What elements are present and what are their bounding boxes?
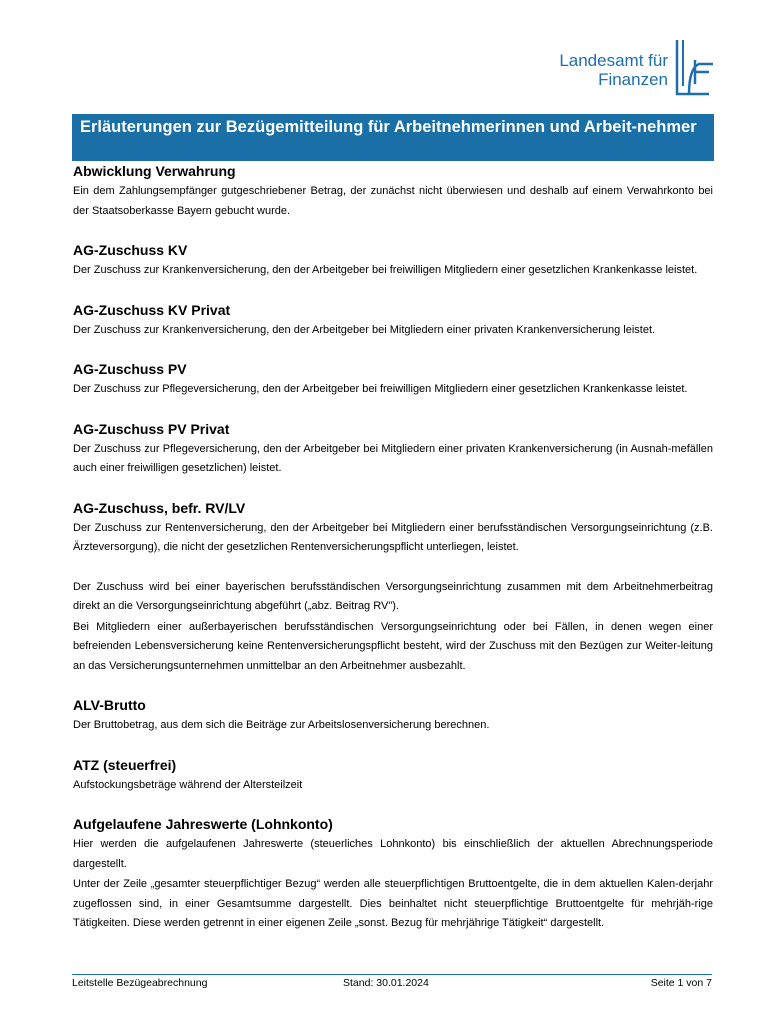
logo-line-2: Finanzen [598,70,668,89]
section-heading: ATZ (steuerfrei) [73,756,177,773]
footer-page-number: Seite 1 von 7 [650,977,712,989]
section-heading: AG-Zuschuss PV [73,361,187,377]
footer-department: Leitstelle Bezügeabrechnung [72,977,208,989]
section-heading: Aufgelaufene Jahreswerte (Lohnkonto) [73,816,333,832]
section-heading: AG-Zuschuss KV [73,242,188,258]
section-ag-zuschuss-befr-rv-lv [73,499,713,677]
section-heading: AG-Zuschuss KV Privat [73,301,231,318]
section-text: Unter der Zeile „gesamter steuerpflichtiger Bezug“ werden alle steuerpflichtigen Bruttoentgelte, die in dem aktuellen Kalen-derjahr zugeflossen sind, in einer Gesamtsumme dargestellt. Dies beinhaltet nicht steuerpflichtige Bruttoentgelte für mehrjäh-rige Tätigkeiten. Diese werden getrennt in einer eigenen Zeile „sonst. Bezug für mehrjährige Tätigkeit“ dargestellt. [73,878,713,929]
section-atz-steuerfrei [73,756,713,796]
section-ag-zuschuss-pv [73,360,713,400]
lff-logo-icon [669,36,715,100]
section-text: Ein dem Zahlungsempfänger gutgeschriebener Betrag, der zunächst nicht überwiesen und deshalb auf einem Verwahrkonto bei der Staatsoberkasse Bayern gebucht wurde. [73,185,713,217]
section-text: Aufstockungsbeträge während der Altersteilzeit [73,778,303,791]
section-text: Der Zuschuss zur Pflegeversicherung, den der Arbeitgeber bei Mitgliedern einer privaten Krankenversicherung (in Ausnah-mefällen auch einer freiwilligen gesetzlichen) leistet. [73,442,713,474]
section-abwicklung-verwahrung [73,162,713,221]
section-ag-zuschuss-pv-privat [73,420,713,479]
section-text: Der Bruttobetrag, aus dem sich die Beiträge zur Arbeitslosenversicherung berechnen. [73,719,490,731]
logo-line-1: Landesamt für [559,51,668,70]
logo-wordmark [556,51,668,89]
section-text: Bei Mitgliedern einer außerbayerischen berufsständischen Versorgungseinrichtung oder bei Fällen, in denen wegen einer befreienden Lebensversicherung keine Rentenversicherungspflicht besteht, wird der Zuschuss mit den Bezügen zur Weiter-leitung an das Versicherungsunternehmen unmittelbar an den Arbeitnehmer ausbezahlt. [73,620,713,672]
section-text: Der Zuschuss zur Pflegeversicherung, den der Arbeitgeber bei freiwilligen Mitgliedern einer gesetzlichen Krankenkasse leistet. [73,383,688,395]
section-aufgelaufene-jahreswerte [73,815,713,934]
lff-logo [556,36,716,100]
section-ag-zuschuss-kv [73,241,713,281]
section-alv-brutto [73,696,713,736]
section-text: Der Zuschuss zur Krankenversicherung, den der Arbeitgeber bei freiwilligen Mitgliedern einer gesetzlichen Krankenkasse leistet. [73,264,698,276]
section-text: Der Zuschuss zur Krankenversicherung, den der Arbeitgeber bei Mitgliedern einer privaten Krankenversicherung leistet. [73,323,656,336]
title-banner [72,114,714,161]
section-text: Der Zuschuss wird bei einer bayerischen berufsständischen Versorgungseinrichtung zusammen mit dem Arbeitnehmerbeitrag direkt an die Versorgungseinrichtung abgeführt („abz. Beitrag RV"). [73,580,713,612]
footer-divider [72,974,712,975]
page-title: Erläuterungen zur Bezügemitteilung für Arbeitnehmerinnen und Arbeit-nehmer [80,118,697,136]
section-text: Der Zuschuss zur Rentenversicherung, den der Arbeitgeber bei Mitgliedern einer berufsständischen Versorgungseinrichtung (z.B. Ärzteversorgung), die nicht der gesetzlichen Rentenversicherungspflicht unterliegen, leistet. [73,521,713,553]
section-heading: AG-Zuschuss PV Privat [73,420,230,437]
glossary-content [73,162,713,934]
section-text: Hier werden die aufgelaufenen Jahreswerte (steuerliches Lohnkonto) bis einschließlich der aktuellen Abrechnungsperiode dargestellt. [73,838,713,870]
footer-date: Stand: 30.01.2024 [343,977,429,989]
section-heading: AG-Zuschuss, befr. RV/LV [73,499,246,516]
section-heading: Abwicklung Verwahrung [73,163,236,179]
section-ag-zuschuss-kv-privat [73,301,713,341]
section-heading: ALV-Brutto [73,697,146,713]
